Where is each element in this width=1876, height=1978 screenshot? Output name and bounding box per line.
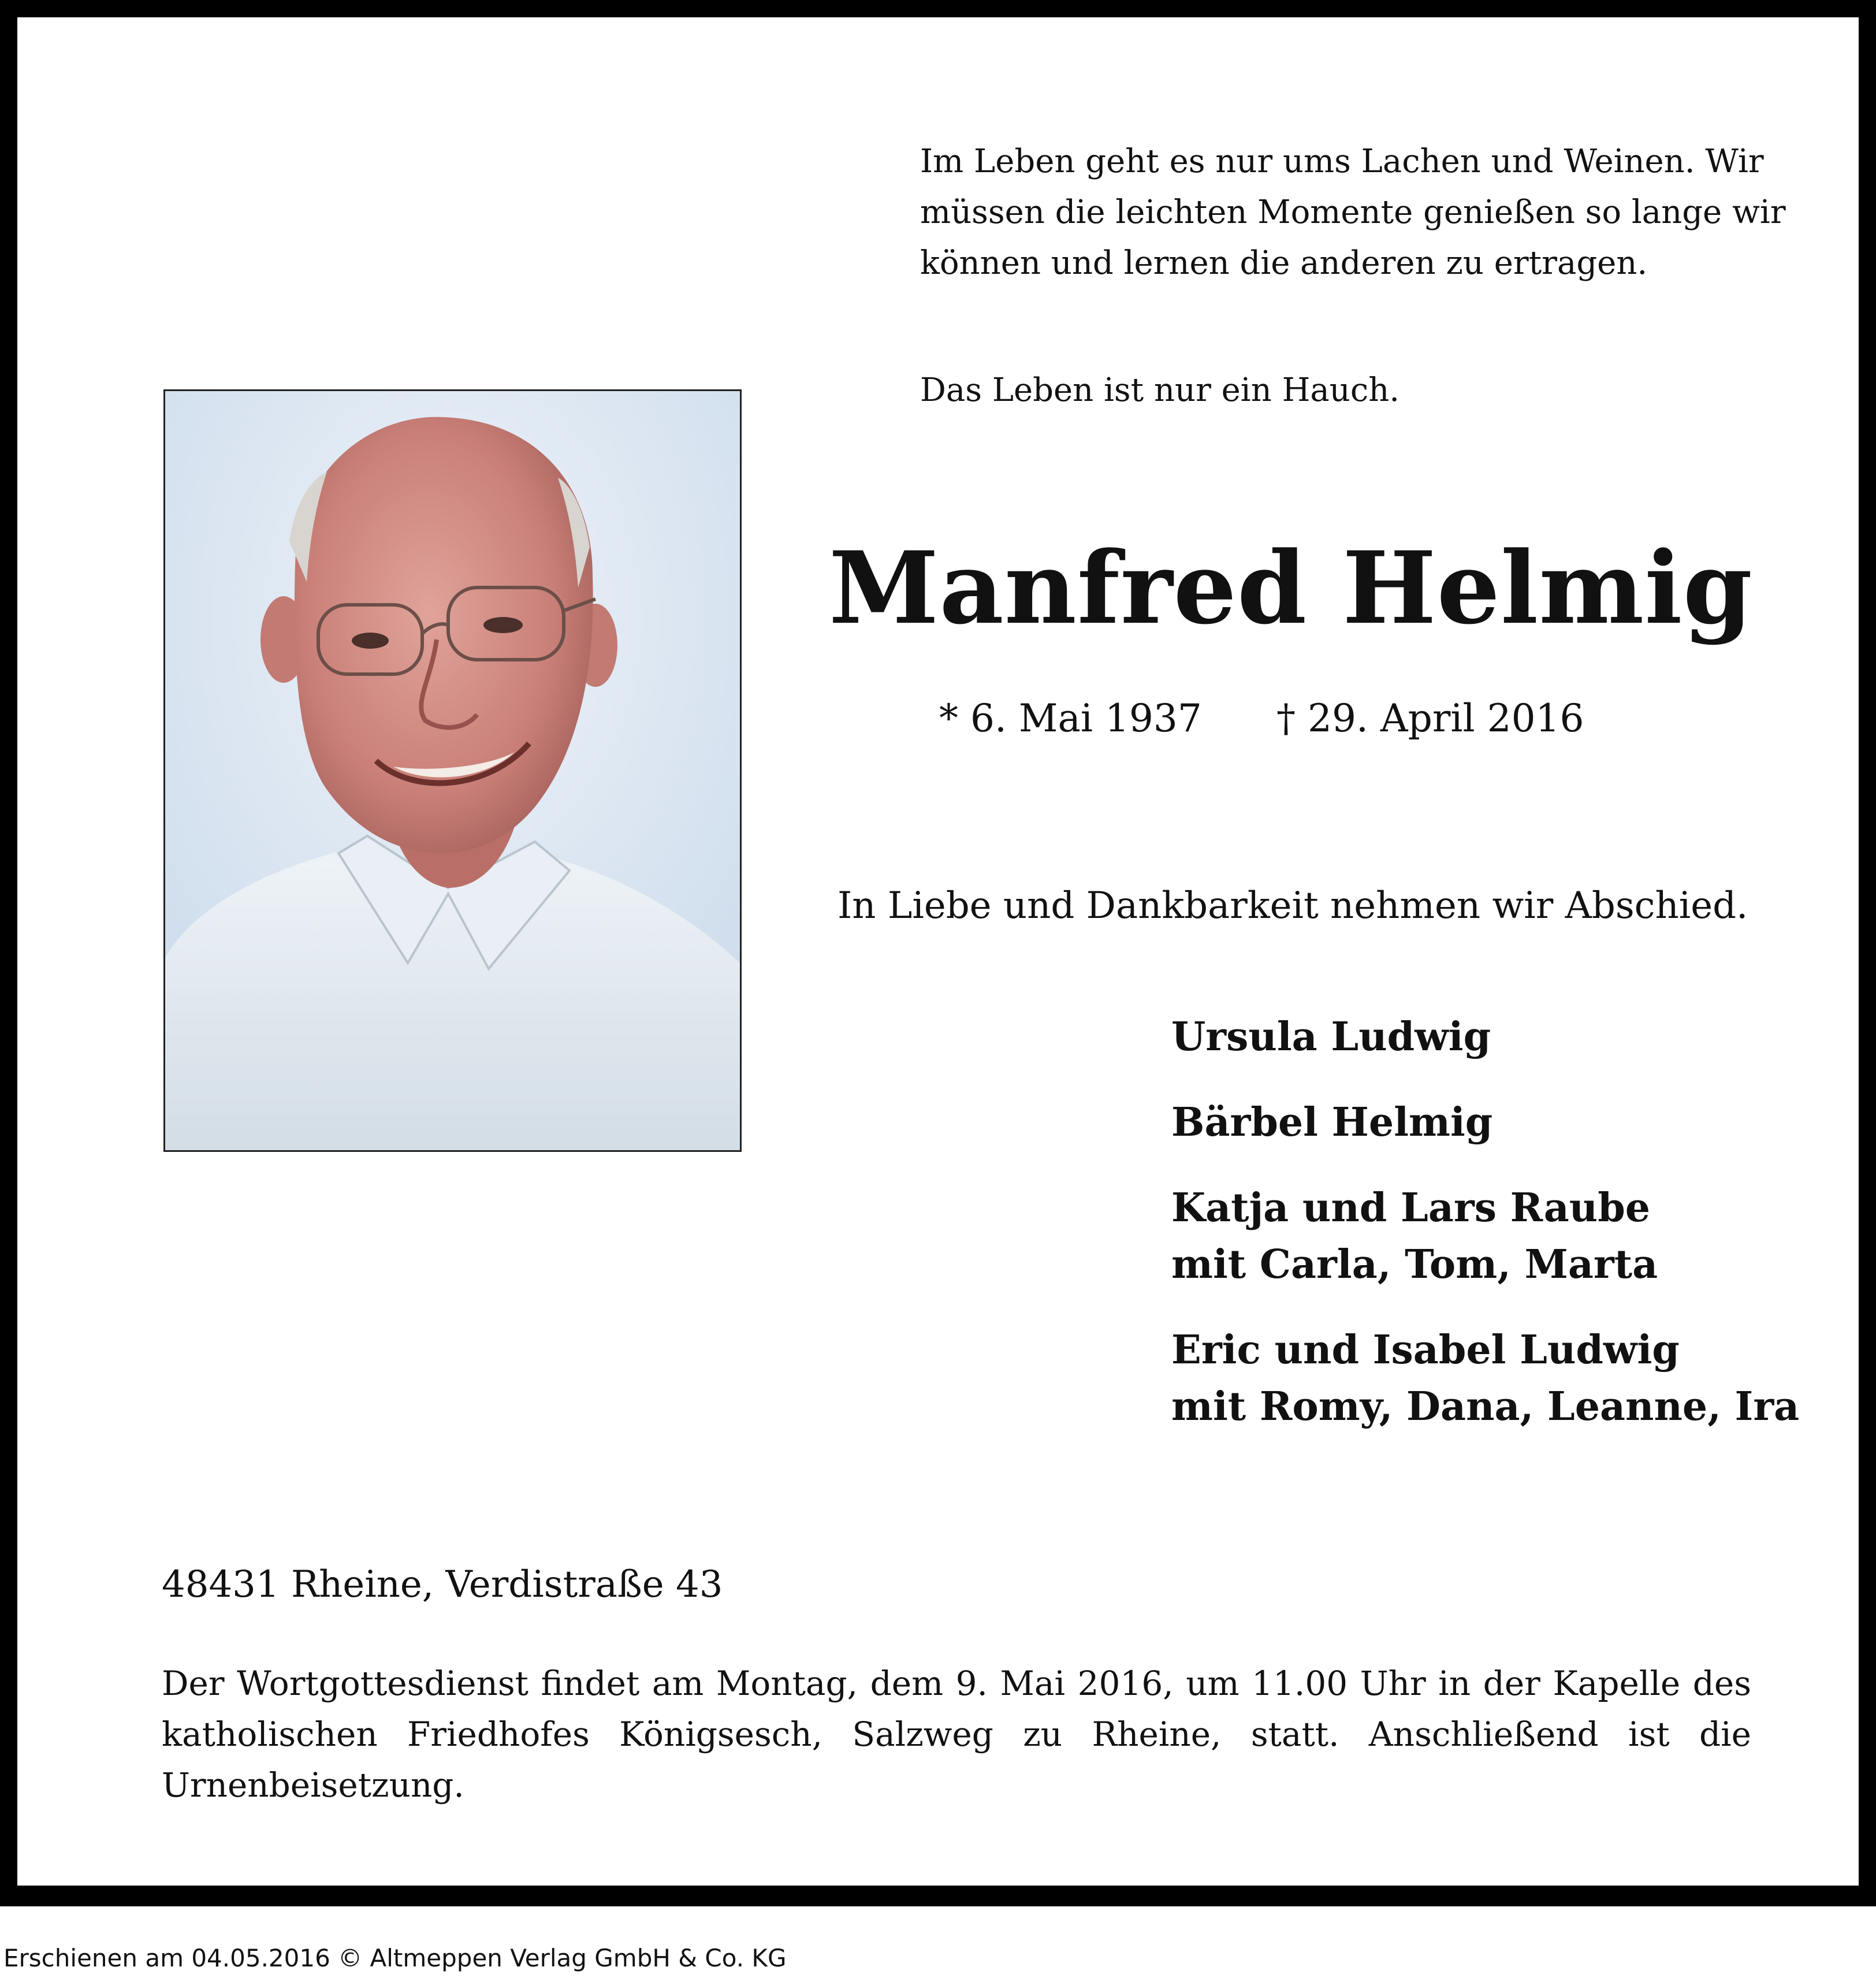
farewell-text: In Liebe und Dankbarkeit nehmen wir Abschied.	[838, 884, 1748, 927]
mourner-entry: Katja und Lars Raube mit Carla, Tom, Marta	[1171, 1185, 1658, 1288]
deceased-name: Manfred Helmig	[829, 529, 1753, 646]
motto-text: Das Leben ist nur ein Hauch.	[920, 371, 1400, 409]
address-text: 48431 Rheine, Verdistraße 43	[162, 1563, 723, 1606]
head-shape	[295, 417, 593, 853]
mourner-entry: Ursula Ludwig	[1171, 1014, 1491, 1060]
left-eye	[352, 633, 389, 649]
mourners-list	[1171, 1009, 1799, 1464]
portrait-photo	[163, 389, 742, 1152]
birth-date: * 6. Mai 1937	[939, 696, 1202, 741]
death-date: † 29. April 2016	[1276, 696, 1584, 741]
publication-footer: Erschienen am 04.05.2016 © Altmeppen Verlag GmbH & Co. KG	[3, 1944, 787, 1972]
service-announcement: Der Wortgottesdienst findet am Montag, dem 9. Mai 2016, um 11.00 Uhr in der Kapelle des katholischen Friedhofes Königsesch, Salzweg zu Rheine, statt. Anschließend ist die Urnenbeisetzung.	[162, 1664, 1751, 1805]
mourner-entry: Eric und Isabel Ludwig mit Romy, Dana, Leanne, Ira	[1171, 1327, 1800, 1430]
mourner-entry: Bärbel Helmig	[1171, 1099, 1493, 1146]
right-eye	[483, 617, 523, 633]
quote-text: Im Leben geht es nur ums Lachen und Weinen. Wir müssen die leichten Momente genießen so lange wir können und lernen die anderen zu ertragen.	[920, 143, 1786, 282]
